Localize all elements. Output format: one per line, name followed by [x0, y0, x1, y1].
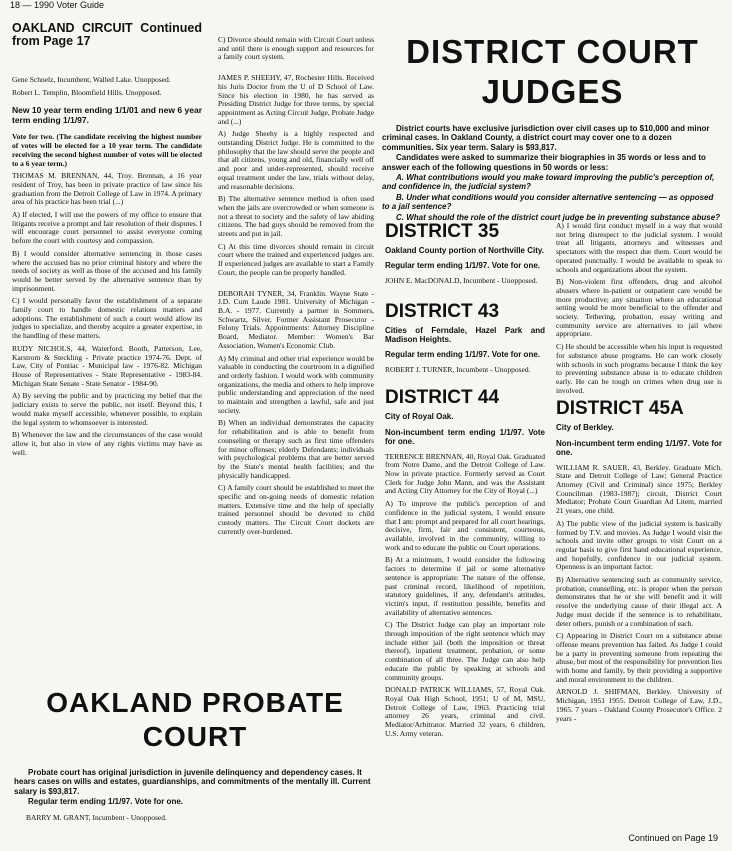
answer-b: B) Non-violent first offenders, drug and alcohol abusers where in-patient or outpatient care would be more productive; any situation where an educational setting would be more beneficial to the offender and society. Tethering, probation, essay writing and community service are alternatives to jail where appropriate. — [556, 277, 724, 339]
district-area: City of Berkley. — [556, 423, 614, 433]
answer-a: A) My criminal and other trial experience would be valuable in conducting the courtroom in a dignified and orderly fashion. I would work with community organizations, the media and others to help improve public understanding and appreciation of the need to maintain and strengthen a lawful, safe and just society. — [218, 353, 376, 415]
candidate-unopposed: ROBERT J. TURNER, Incumbent - Unopposed. — [385, 364, 531, 374]
answer-b: B) At a minimum, I would consider the following factors to determine if jail or some alternative sentence is appropriate: The nature of the offense, past criminal record, likelihood of repetition, statutory guidelines, if any, defendant's attitudes, victim's input, if restitution possible, benefits and availability of alternative sentences. — [385, 555, 547, 617]
term-note: Regular term ending 1/1/97. Vote for one. — [28, 797, 183, 807]
candidate-bio: ARNOLD J. SHIFMAN, Berkley. University of Michigan, 1951 1955. Detroit College of Law, J.D., 1965. 7 years - Oakland County Prosecutor's Office. 2 years - — [556, 687, 724, 723]
right-column — [556, 222, 722, 727]
term-note: New 10 year term ending 1/1/01 and new 6 year term ending 1/1/97. — [12, 105, 202, 126]
question-a: A. What contributions would you make toward improving the public's perception of, and confidence in, the judicial system? — [382, 173, 715, 192]
page-header: 18 — 1990 Voter Guide — [10, 0, 105, 10]
title-line: COURT — [142, 721, 248, 752]
candidate-unopposed: BARRY M. GRANT, Incumbent - Unopposed. — [26, 813, 167, 822]
intro-paragraph: District courts have exclusive jurisdiction over civil cases up to $10,000 and minor criminal cases. In Oakland County, a district court may cover one to a dozen communities. Six year term. Salary is $93,817. — [382, 124, 710, 152]
candidate-bio: DONALD PATRICK WILLIAMS, 57, Royal Oak. Royal Oak High School, 1951; U of M, MSU, Detroit College of Law, 1963. Practicing trial attorney 26 years, criminal and civil. Mediator/Arbitrator. Married 32 years, 6 children, U.S. Army veteran. — [385, 685, 547, 738]
question-b: B. Under what conditions would you consider alternative sentencing — as opposed to a jail sentence? — [382, 192, 714, 212]
answer-a: A) To improve the public's perception of and confidence in the judicial system, I would ensure that I am: prompt and prepared for all court hearings, decisive, firm, fair and consistent, courteous, available, involved in the community, willing to work and to educate the public on Court operations. — [385, 499, 547, 552]
district-heading: DISTRICT 43 — [385, 300, 500, 322]
title-line: JUDGES — [481, 73, 624, 110]
district-heading: DISTRICT 45A — [556, 398, 684, 420]
answer-a: A) Judge Sheehy is a highly respected and outstanding District Judge. He is committed to the philosophy that the law should serve the people and that all citizens, young and old, financially well off and poor and under-represented, should receive equal treatment under the law, trials without delay, and reasonable decisions. — [218, 129, 376, 191]
answer-c: C) He should be accessible when his input is requested for substance abuse programs. He can work closely with schools in such programs because I think the key to preventing substance abuse is to educate children early. He can be tough on crimes when drug use is involved. — [556, 342, 724, 395]
question-c: C. What should the role of the district court judge be in preventing substance abuse? — [396, 212, 721, 222]
answer-c: C) A family court should be established to meet the specific and on-going needs of domestic relation matters. Extensive time and the help of specially trained personnel should be devoted to child custody matters. The Circuit Court dockets are currently over-burdened. — [218, 483, 376, 536]
answer-a: A) The public view of the judicial system is basically formed by T.V. and movies. As Judge I would visit the schools and invite other groups to visit Court on a regular basis to give first hand educational experience, and hopefully, confidence in our judicial system. Openness is an important factor. — [556, 518, 724, 572]
candidate-unopposed: Robert L. Templin, Bloomfield Hills. Unopposed. — [12, 87, 162, 97]
answer-b: B) I would consider alternative sentencing in those cases where the accused has no prior criminal history and where the needs of society as well as those of the accused and his family would be better served by the alternative sentence than by imprisonment. — [12, 248, 204, 293]
district-court-title — [385, 32, 720, 112]
answer-a: A) By serving the public and by practicing my belief that the judiciary exists to serve the public, not itself. Beyond this, I would make myself accessible, whenever possible, to explain the legal system to whomsoever is interested. — [12, 391, 204, 427]
probate-intro — [14, 768, 376, 808]
district-area: City of Royal Oak. — [385, 412, 454, 422]
answer-a: A) If elected, I will use the powers of my office to ensure that litigants receive a prompt and fair resolution of their disputes. I will encourage court personnel to assist everyone coming before the court with courtesy and compassion. — [12, 210, 204, 246]
candidate-unopposed: Gene Schnelz, Incumbent, Walled Lake. Unopposed. — [12, 75, 171, 84]
term-note: Non-incumbent term ending 1/1/97. Vote for one. — [385, 427, 545, 447]
intro-paragraph: Candidates were asked to summarize their biographies in 35 words or less and to answer each of the following questions in 50 words or less: — [382, 153, 706, 172]
candidate-bio: RUDY NICHOLS, 44, Waterford. Booth, Patterson, Lee, Karstrom & Steckling - Private practice 1974-76. Dept. of Law, City of Pontiac - Municipal law - 1976-82. Michigan House of Representatives - State Representative - 1983-84. Michigan State Senate - State Senator - 1984-90. — [12, 343, 204, 388]
title-line: DISTRICT COURT — [406, 33, 699, 70]
section-title: OAKLAND CIRCUIT Continued from Page 17 — [12, 21, 202, 48]
district-heading: DISTRICT 44 — [385, 387, 500, 409]
answer-b: B) When an individual demonstrates the capacity for rehabilitation and is able to benefit from counseling or therapy such as first time offenders for minor offenses; elderly Defendants; individuals with psychological problems that are better served by the State's mental health facilities; and the physically handicapped. — [218, 418, 376, 480]
answer-c: C) Appearing in District Court on a substance abuse offense means prevention has failed. As Judge I could be a party in preventing someone from repeating the abuse, but most of the responsibility for prevention lies with home and family, by their providing a supportive and moral environment to the children. — [556, 631, 724, 684]
districts-column — [385, 218, 545, 742]
answer-b: B) Whenever the law and the circumstances of the case would allow it, but also in view of any rights victims may have as well. — [12, 430, 204, 457]
answer-c: C) The District Judge can play an important role through imposition of the right sentence which may include either jail (both the imposition or threat thereof), inpatient treatment, probation, or some combination of all three. The Judge can also help educate the public by speaking at schools and community groups. — [385, 620, 547, 682]
term-note: Regular term ending 1/1/97. Vote for one. — [385, 261, 540, 271]
answer-c: C) Divorce should remain with Circuit Court unless and until there is enough support and resources for a family court system. — [218, 35, 376, 62]
candidate-bio: DEBORAH TYNER, 34, Franklin. Wayne State - J.D. Cum Laude 1981. University of Michigan - B.A. - 1977. Currently a partner in Sommers, Schwartz, Silver. Former Assistant Prosecutor - Felony Trials. Appointments: Attorney Discipline Board, Mediator. Member: Women's Bar Association, Women's Economic Club. — [218, 288, 376, 350]
answer-c: C) I would personally favor the establishment of a separate family court to handle domestic relations matters and adoptions. The establishment of such a court would allow its judges to specialize, and thereby acquire a greater expertise, in the handling of these matters. — [12, 296, 204, 341]
candidate-bio: TERRENCE BRENNAN, 40, Royal Oak. Graduated from Notre Dame, and the Detroit College of Law. Now in private practice. Formerly served as Court Clerk for Judge John Mann, and was the Assistant and Acting City Attorney for the City of Royal (...) — [385, 451, 547, 496]
probate-title — [20, 686, 370, 754]
candidate-bio: JAMES P. SHEEHY, 47, Rochester Hills. Received his Juris Doctor from the U of D School of Law. Since his election in 1980, he has served as Presiding District Judge for three terms, by special appointment as Acting Circuit Judge, Probate Judge and (...) — [218, 73, 376, 126]
intro-paragraph: Probate court has original jurisdiction in juvenile delinquency and dependency cases. It hears cases on wills and estates, guardianships, and commitments of the mentally ill. Current salary is $93,817. — [14, 768, 371, 796]
answer-b: B) The alternative sentence method is often used when the jails are overcrowded or when someone is not a threat to society and the safety of law abiding citizens. The bad guys should be removed from the streets and put in jail. — [218, 194, 376, 239]
district-area: Cities of Ferndale, Hazel Park and Madison Heights. — [385, 325, 545, 344]
district-intro — [382, 124, 722, 223]
left-column — [12, 14, 202, 461]
term-note: Non-incumbent term ending 1/1/97. Vote for one. — [556, 438, 722, 458]
candidate-unopposed: JOHN E. MacDONALD, Incumbent - Unopposed. — [385, 275, 538, 285]
probate-candidate — [26, 814, 176, 827]
district-area: Oakland County portion of Northville City. — [385, 246, 544, 255]
district-heading: DISTRICT 35 — [385, 221, 500, 242]
title-line: OAKLAND PROBATE — [46, 687, 344, 718]
answer-c: C) At this time divorces should remain in circuit court where the trained and experienced judges are. If experienced judges are available to start a Family Court, the people can be properly handled. — [218, 241, 376, 277]
continued-note: Continued on Page 19 — [628, 833, 718, 843]
middle-column — [218, 36, 374, 541]
answer-b: B) Alternative sentencing such as community service, probation, counselling, etc. is proper when the person demonstrates that he or she will benefit and it will resolve the underlying cause of their illegal act. A Judge must decide if the sentence is to rehabilitate, deter others, punish or a combination of each. — [556, 575, 724, 628]
term-note: Regular term ending 1/1/97. Vote for one. — [385, 350, 540, 360]
answer-a: A) I would first conduct myself in a way that would not bring disrespect to the judicial system. I would treat all litigants, attorneys and witnesses and spectators with the respect due them. Court would be operated punctually. I would be available to speak to schools and organizations about the system. — [556, 221, 724, 274]
candidate-bio: THOMAS M. BRENNAN, 44, Troy. Brennan, a 16 year resident of Troy, has been in private practice of law since his graduation from the Detroit College of Law in 1974. A primary area of his practice has been trial (...) — [12, 171, 204, 207]
candidate-bio: WILLIAM R. SAUER, 43, Berkley. Graduate Mich. State and Detroit College of Law; General Practice Attorney (Civil and Criminal) since 1975; Berkley Councilman (1983-1987); circuit, District Court Mediator; Probate Court Guardian Ad Litem, married 21 years, one child. — [556, 462, 724, 516]
vote-note: Vote for two. (The candidate receiving the highest number of votes will be elected for a 10 year term. The candidate receiving the second highest number of votes will be elected to a 6 year term.) — [12, 132, 204, 168]
